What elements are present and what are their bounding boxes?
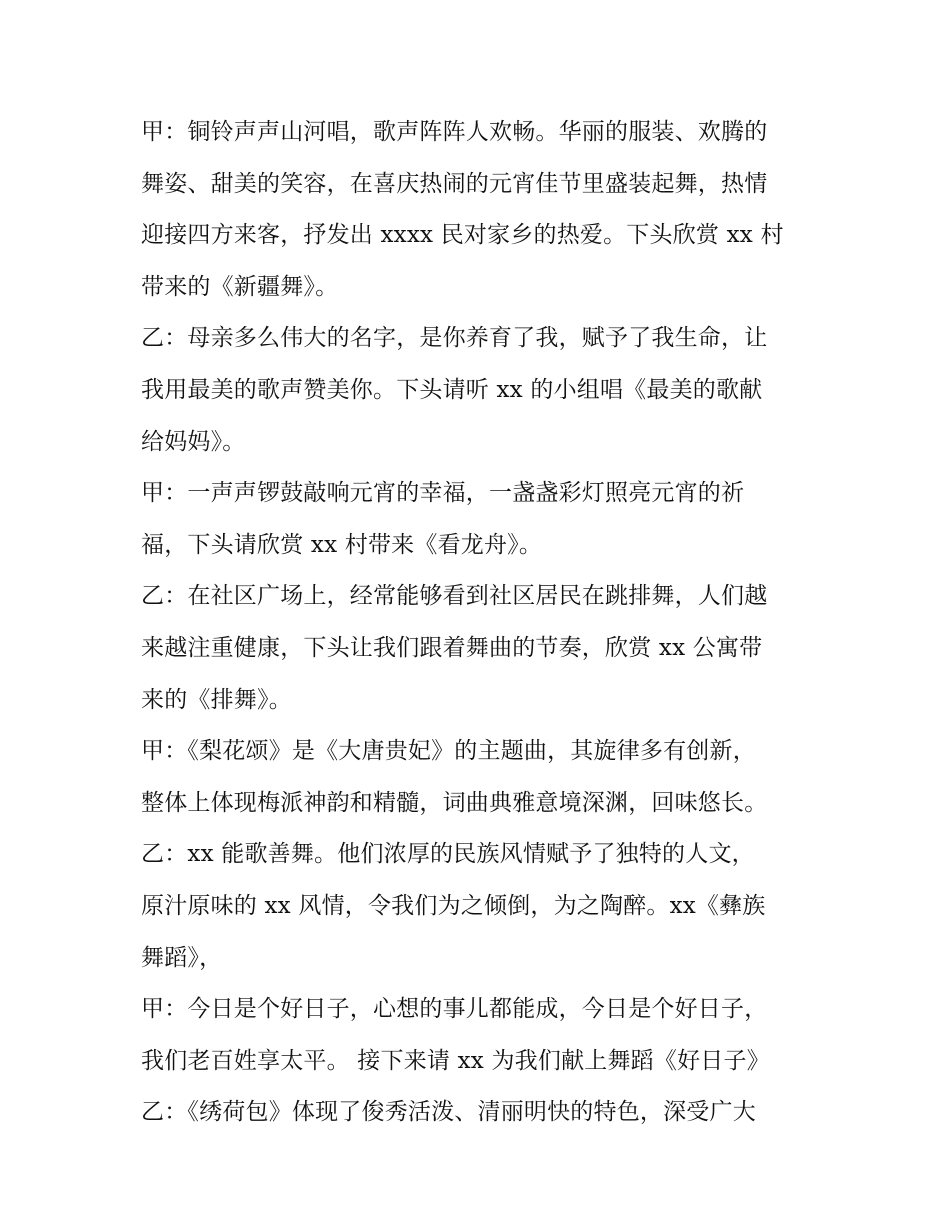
text-line: 来的《排舞》。	[141, 686, 292, 713]
text-line: 来越注重健康，下头让我们跟着舞曲的节奏，欣赏 xx 公寓带	[141, 634, 763, 661]
text-line: 舞蹈》，	[141, 944, 223, 971]
text-line: 整体上体现梅派神韵和精髓，词曲典雅意境深渊，回味悠长。	[141, 789, 768, 816]
text-line: 舞姿、甜美的笑容，在喜庆热闹的元宵佳节里盛装起舞，热情	[141, 170, 768, 197]
text-line: 给妈妈》。	[141, 428, 246, 455]
text-line: 乙：xx 能歌善舞。他们浓厚的民族风情赋予了独特的人文，	[141, 841, 755, 868]
text-line: 我用最美的歌声赞美你。下头请听 xx 的小组唱《最美的歌献	[141, 376, 763, 403]
text-line: 乙：《绣荷包》体现了俊秀活泼、清丽明快的特色，深受广大	[141, 1099, 756, 1126]
text-line: 乙：母亲多么伟大的名字，是你养育了我，赋予了我生命，让	[141, 325, 768, 352]
text-line: 乙：在社区广场上，经常能够看到社区居民在跳排舞，人们越	[141, 583, 768, 610]
text-line: 甲：铜铃声声山河唱，歌声阵阵人欢畅。华丽的服装、欢腾的	[141, 119, 768, 145]
text-line: 甲：今日是个好日子，心想的事儿都能成，今日是个好日子，	[141, 996, 768, 1023]
text-line: 福，下头请欣赏 xx 村带来《看龙舟》。	[141, 531, 543, 558]
text-line: 甲：《梨花颂》是《大唐贵妃》的主题曲，其旋律多有创新，	[141, 738, 756, 765]
document-body	[141, 107, 831, 1139]
text-line: 迎接四方来客，抒发出 xxxx 民对家乡的热爱。下头欣赏 xx 村	[141, 222, 784, 249]
text-line: 甲：一声声锣鼓敲响元宵的幸福，一盏盏彩灯照亮元宵的祈	[141, 480, 745, 507]
text-line: 我们老百姓享太平。 接下来请 xx 为我们献上舞蹈《好日子》	[141, 1047, 770, 1074]
text-line: 原汁原味的 xx 风情，令我们为之倾倒，为之陶醉。xx《彝族	[141, 892, 766, 919]
text-line: 带来的《新疆舞》。	[141, 273, 339, 300]
